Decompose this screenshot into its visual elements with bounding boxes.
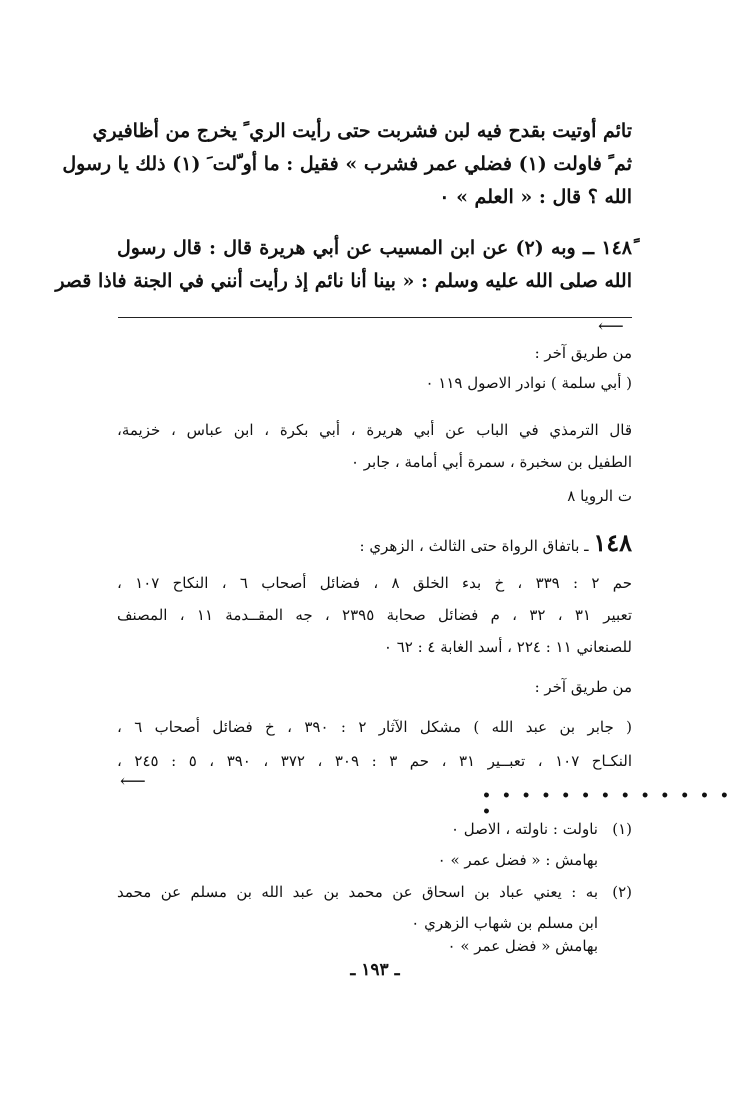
footnote-2-line-1: به : يعني عباد بن اسحاق عن محمد بن عبد الله بن مسلم عن محمد (117, 883, 598, 901)
hadith-148-line-2: الله صلى الله عليه وسلم : « بينا أنا نائم إذ رأيت أنني في الجنة فاذا قصر (55, 270, 632, 292)
footnote-2-line-3: بهامش « فضل عمر » ٠ (447, 937, 598, 955)
footnote-1-number: (١) (612, 820, 632, 838)
jabir-line-2: النكـاح ١٠٧ ، تعبــير ٣١ ، حم ٣ : ٣٠٩ ، ٣٧٢ ، ٣٩٠ ، ٥ : ٢٤٥ ، (117, 752, 632, 770)
dotted-separator: • • • • • • • • • • • • • • (482, 788, 732, 820)
tirmidhi-line-2: الطفيل بن سخبرة ، سمرة أبي أمامة ، جابر ٠ (350, 453, 632, 471)
section-heading (360, 528, 633, 557)
refs-line-3: للصنعاني ١١ : ٢٢٤ ، أسد الغابة ٤ : ٦٢ ٠ (383, 638, 632, 656)
page-number: ـ ١٩٣ ـ (350, 960, 400, 980)
jabir-line-1: ( جابر بن عبد الله ) مشكل الآثار ٢ : ٣٩٠ ، خ فضائل أصحاب ٦ ، (117, 718, 633, 736)
ruya-ref: ت الرويا ٨ (567, 487, 632, 505)
footnote-1-line-2: بهامش : « فضل عمر » ٠ (437, 851, 598, 869)
section-number: ١٤٨ (593, 528, 632, 557)
section-title: ـ باتفاق الرواة حتى الثالث ، الزهري : (359, 537, 589, 555)
main-text-line-2: ثم ً فاولت (١) فضلي عمر فشرب » فقيل : ما أو ّلت َ (١) ذلك يا رسول (62, 153, 632, 175)
footnote-1-line-1: ناولت : ناولته ، الاصل ٠ (450, 820, 598, 838)
footnote-2-line-2: ابن مسلم بن شهاب الزهري ٠ (411, 914, 598, 932)
main-text-line-3: الله ؟ قال : « العلم » ٠ (439, 186, 632, 208)
left-arrow-icon: ⟵ (598, 316, 624, 337)
hadith-148-line-1: ١٤٨ً ــ وبه (٢) عن ابن المسيب عن أبي هريرة قال : قال رسول (117, 237, 633, 259)
separator-rule (118, 317, 632, 318)
abi-salama-ref: ( أبي سلمة ) نوادر الاصول ١١٩ ٠ (425, 374, 632, 392)
footnote-2-number: (٢) (612, 883, 632, 901)
tirmidhi-line-1: قال الترمذي في الباب عن أبي هريرة ، أبي بكرة ، ابن عباس ، خزيمة، (117, 421, 632, 439)
main-text-line-1: تائم أوتيت بقدح فيه لبن فشربت حتى رأيت الري ً يخرج من أظافيري (92, 120, 632, 142)
refs-line-1: حم ٢ : ٣٣٩ ، خ بدء الخلق ٨ ، فضائل أصحاب ٦ ، النكاح ١٠٧ ، (117, 574, 633, 592)
refs-line-2: تعبير ٣١ ، ٣٢ ، م فضائل صحابة ٢٣٩٥ ، جه المقــدمة ١١ ، المصنف (117, 606, 632, 624)
left-arrow-icon-bottom: ⟵ (120, 771, 146, 792)
other-route-label-2: من طريق آخر : (534, 678, 632, 696)
other-route-label-1: من طريق آخر : (534, 344, 632, 362)
